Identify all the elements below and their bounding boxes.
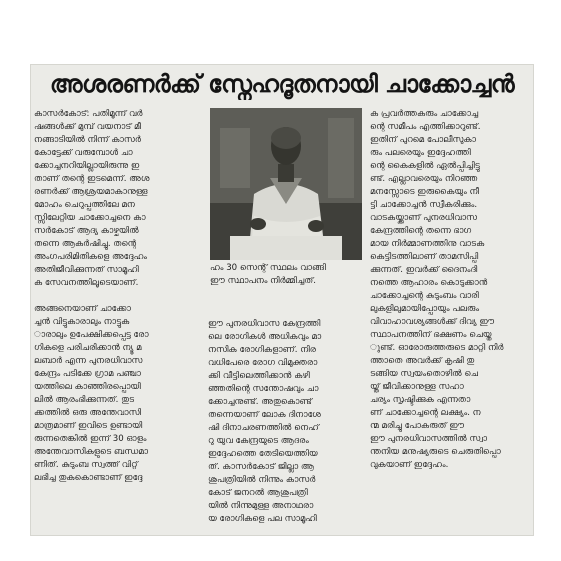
man-portrait-illustration [210,108,362,260]
middle-column [208,318,364,526]
text-line: യ രോഗികളെ പല സാമൂഹി [208,514,317,524]
text-line: ക്കുന്നത്. ഇവർക്ക് ദൈനംദി [370,265,478,275]
text-line: ണ് ചാക്കോച്ചന്റെ ലക്ഷ്യം. ന [370,408,481,418]
text-line: ക പ്രവർത്തകരും ചാക്കോച്ച [370,109,479,119]
text-line: നത്തെ ആഹാരം കൊടുക്കാൻ [370,278,488,288]
text-line: സർകോട് ആദ്യ കാഴ്ചയിൽ [34,226,139,236]
text-line: യിൽ നിന്നുമുള്ള അനാഥരാ [208,501,314,511]
text-line: ച്ചൻ വിട്ടുകാരാലും നാട്ടുക [34,317,130,327]
text-line: സ്സിലേറ്റിയ ചാക്കോച്ചനെ കാ [34,213,146,223]
text-line: ുണ്ട്. ഓരോരുത്തരുടെ മാറ്റി നിർ [370,343,504,353]
text-line: നസിക രോഗികളാണ്. നിര [208,345,316,355]
text-line: ഇതിന് പുറമെ പോലീസുകാ [370,135,477,145]
text-line: ഈ സ്ഥാപനം നിർമ്മിച്ചത്. [210,276,316,286]
text-line: അംഗപരിമിതികളെ അദ്ദേഹം [34,252,148,262]
text-line: ാരാലും ഉപേക്ഷിക്കപ്പെട്ട രോ [34,330,149,340]
text-line: അതിജീവിക്കുന്നത് സാമൂഹി [34,265,139,275]
text-line: കാസർകോട്: പതിമൂന്ന് വർ [34,109,143,119]
text-line: ണിത്. കുടുംബ സ്വത്ത് വിറ്റ് [34,460,138,470]
text-line: ന്റെ സമീപം എത്തിക്കാറുണ്ട്. [370,122,481,132]
text-line: കെട്ടിടത്തിലാണ് താമസിപ്പി [370,252,479,262]
text-line: ക്കത്തിൽ ഒരു അന്തേവാസി [34,408,142,418]
text-line: ലുകളിലുമായിപ്പോയും പലരും [370,304,480,314]
text-line: രണർക്ക് ആശ്രയമാകാനുള്ള [34,187,148,197]
text-line: ഗികളെ പരിചരിക്കാൻ ന്യൂ മ [34,343,142,353]
text-line: തന്നെ ആകർഷിച്ചു. തന്റെ [34,239,137,249]
text-line: ഈ പുനരധിവാസത്തിൽ സ്വാ [370,434,488,444]
text-line: ത്. കാസർകോട് ജില്ലാ ആ [208,462,314,472]
text-line: മാത്രമാണ് ഇവിടെ ഉണ്ടായി [34,421,143,431]
text-line: ഷങ്ങൾക്ക് മുമ്പ് വയനാട് മീ [34,122,141,132]
text-line: ഈ പുനരധിവാസ കേന്ദ്രത്തി [208,319,321,329]
text-line: വിവാഹാവശ്യങ്ങൾക്ക് ദിവ്യ ഈ [370,317,495,327]
text-line: താണ് തന്റെ ഇടമെന്ന്. അശ [34,174,150,184]
text-line: ഞ്ഞതിന്റെ സന്തോഷവും ചാ [208,384,319,394]
text-line: ലഭിച്ച തുകകൊണ്ടാണ് ഇദ്ദേ [34,473,143,483]
text-line: ചര്യം സൃഷ്ടിക്കുക എന്നതാ [370,395,471,405]
text-line: അങ്ങനെയാണ് ചാക്കോ [34,304,131,314]
text-line [34,290,202,303]
text-line: മനസ്സോടെ ഇരുകൈയും നീ [370,187,480,197]
text-line: വാടകയ്ക്കാണ് പുനരധിവാസ [370,213,478,223]
headline: അശരണർക്ക് സ്നേഹദൂതനായി ചാക്കോച്ചൻ [49,70,515,98]
article-photo [210,108,362,260]
text-line: ലെ രോഗികൾ അധികവും മാ [208,332,322,342]
newspaper-clipping [30,64,534,536]
text-line: സ്ഥാപനത്തിന് ഭക്ഷണം ചെയ്ത [370,330,492,340]
text-line: ഇദ്ദേഹത്തെ തേടിയെത്തിയ [208,449,318,459]
text-line: തന്നെയാണ് ലോക ദിനാശേ [208,410,321,420]
text-line: യത്തിലെ കാഞ്ഞിരപ്പൊയി [34,382,141,392]
text-line: രുന്നതെങ്കിൽ ഇന്ന് 30 ഓളം [34,434,147,444]
text-line: ന്റെ കൈകളിൽ ഏൽപ്പിച്ചിട്ടു [370,161,480,171]
text-line: രും പലരെയും ഇദ്ദേഹത്തി [370,148,471,158]
text-line: അന്തേവാസികളുടെ ബന്ധമാ [34,447,149,457]
text-line: ക്കോച്ചനറിയില്ലായിരുന്നു ഇ [34,161,140,171]
text-line: ചാക്കോച്ചന്റെ കുടുംബം വാരി [370,291,479,301]
text-line: വധിപേരെ രോഗ വിമുക്തരാ [208,358,318,368]
text-line: ന്മ മരിച്ചു പോകരുത് ഈ [370,421,465,431]
text-line: ശുപത്രിയിൽ നിന്നും കാസർ [208,475,316,485]
text-line: ക്കോച്ചനുണ്ട്. അതുകൊണ്ട് [208,397,312,407]
left-column [34,108,202,485]
text-line: കോട്ടേക്ക് വരുമ്പോൾ ചാ [34,148,133,158]
text-line: നങ്ങാടിയിൽ നിന്ന് കാസർ [34,135,141,145]
text-line: ഹം 30 സെന്റ് സ്ഥലം വാങ്ങി [210,263,326,273]
text-line: ത്താതെ അവർക്ക് കൃഷി തു [370,356,475,366]
text-line: ടങ്ങിയ സ്വയംതൊഴിൽ ചെ [370,369,479,379]
text-line: കോട് ജനറൽ ആശുപത്രി [208,488,308,498]
text-line: മായ നിർമ്മാണത്തിനു വാടക [370,239,485,249]
text-line: റു യുവ കേന്ദ്രയുടെ ആദരം [208,436,309,446]
text-line: ണ്ട്. എല്ലാവരെയും നിറഞ്ഞ [370,174,478,184]
text-line: ക്കി വീട്ടിലെത്തിക്കാൻ കഴി [208,371,310,381]
text-line: ക സേവനത്തിലൂടെയാണ്. [34,278,139,288]
text-line: കേന്ദ്രത്തിന്റെ തന്നെ ഭാഗ [370,226,472,236]
photo-caption [210,262,362,288]
text-line: മോഹം ചെറുപ്പത്തിലേ മന [34,200,135,210]
text-line: ലിൽ ആരംഭിക്കുന്നത്. തുട [34,395,135,405]
text-line: ഷി ദിനാചരണത്തിൽ നെഹ് [208,423,319,433]
text-line: ലബാർ എന്ന പുനരധിവാസ [34,356,143,366]
text-line: കേന്ദ്രം പടിക്കേ ഗ്രാമ പഞ്ചാ [34,369,141,379]
right-column [370,108,530,472]
text-line: വുകയാണ് ഇദ്ദേഹം. [370,460,449,470]
text-line: ന്തനിയ മനുഷ്യരുടെ ചെരുതിപ്പൊ [370,447,501,457]
text-line: ട്ടി ചാക്കോച്ചൻ സ്വീകരിക്കും. [370,200,478,210]
text-line: യ്ത് ജീവിക്കാനുള്ള സഹാ [370,382,464,392]
